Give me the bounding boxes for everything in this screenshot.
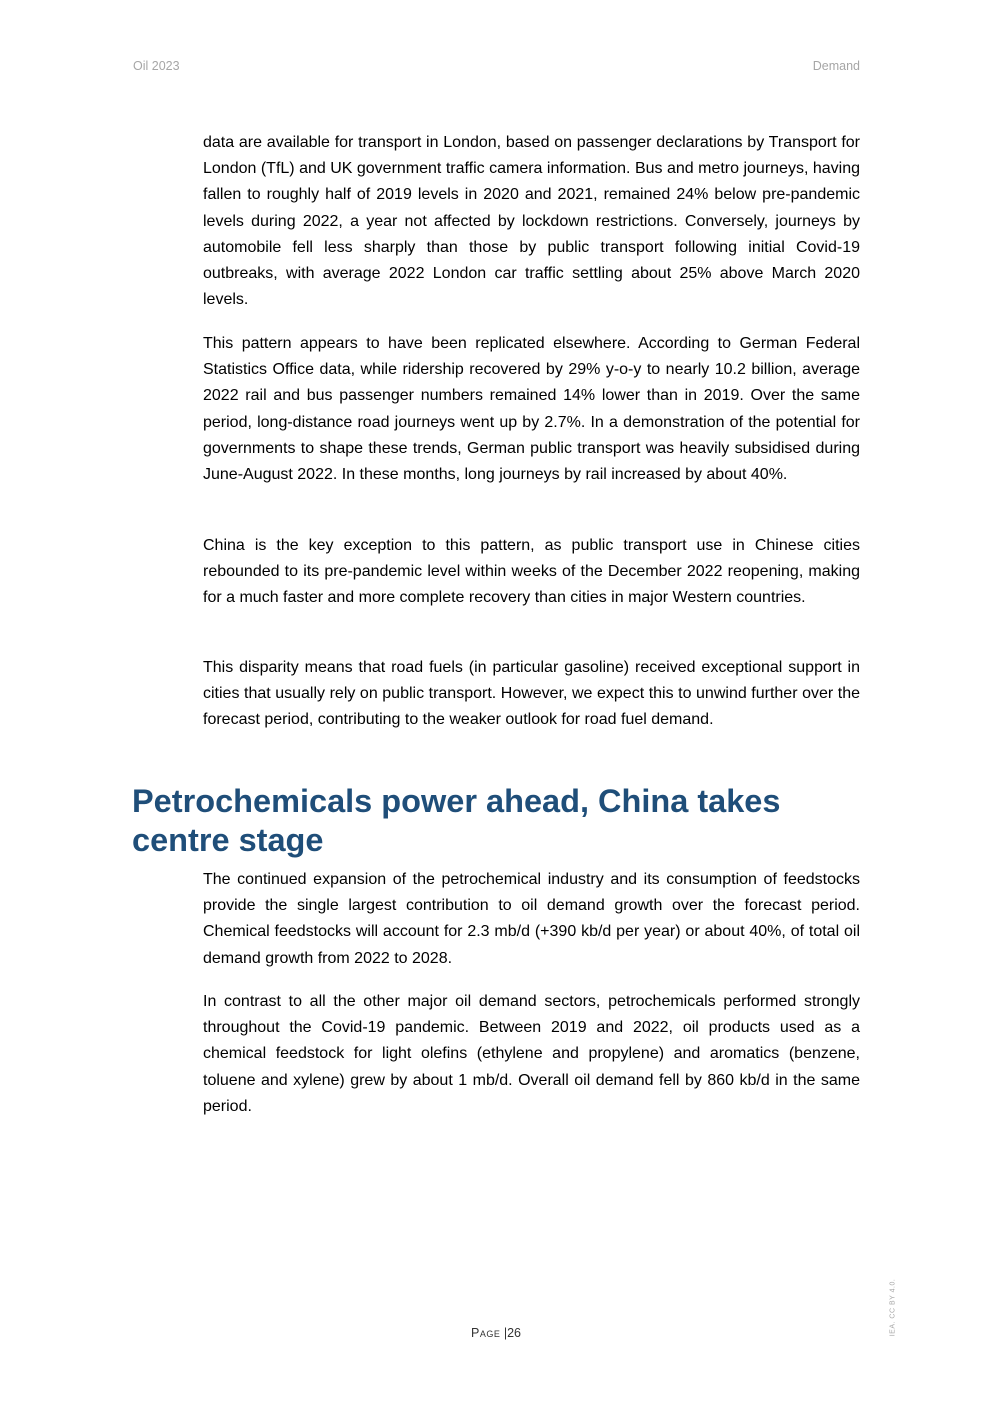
page-number: 26 bbox=[507, 1326, 521, 1340]
body-paragraph: This pattern appears to have been replicated elsewhere. According to German Federal Statistics Office data, while ridership recovered by 29% y-o-y to nearly 10.2 billion, average 2022 rail and bus passenger numbers remained 14% lower than in 2019. Over the same period, long-distance road journeys went up by 2.7%. In a demonstration of the potential for governments to shape these trends, German public transport was heavily subsidised during June-August 2022. In these months, long journeys by rail increased by about 40%. bbox=[203, 335, 860, 484]
paragraph-germany bbox=[203, 331, 860, 488]
running-header-title: Oil 2023 bbox=[133, 59, 180, 73]
body-paragraph: data are available for transport in London, based on passenger declarations by Transport for London (TfL) and UK government traffic camera information. Bus and metro journeys, having fallen to roughly half of 2019 levels in 2020 and 2021, remained 24% below pre-pandemic levels during 2022, a year not affected by lockdown restrictions. Conversely, journeys by automobile fell less sharply than those by public transport following initial Covid-19 outbreaks, with average 2022 London car traffic settling about 25% above March 2020 levels. bbox=[203, 134, 860, 309]
paragraph-petrochemicals-covid bbox=[203, 989, 860, 1120]
body-paragraph: The continued expansion of the petrochemical industry and its consumption of feedstocks provide the single largest contribution to oil demand growth over the forecast period. Chemical feedstocks will account for 2.3 mb/d (+390 kb/d per year) or about 40%, of total oil demand growth from 2022 to 2028. bbox=[203, 871, 860, 967]
running-header-chapter: Demand bbox=[812, 59, 860, 73]
body-paragraph: China is the key exception to this pattern, as public transport use in Chinese cities rebounded to its pre-pandemic level within weeks of the December 2022 reopening, making for a much faster and more complete recovery than cities in major Western countries. bbox=[203, 537, 860, 607]
page-label: Page bbox=[471, 1326, 501, 1340]
body-paragraph: This disparity means that road fuels (in particular gasoline) received exceptional support in cities that usually rely on public transport. However, we expect this to unwind further over the forecast period, contributing to the weaker outlook for road fuel demand. bbox=[203, 659, 860, 729]
section-heading: Petrochemicals power ahead, China takes centre stage bbox=[132, 783, 781, 858]
page-separator: | bbox=[503, 1326, 508, 1340]
paragraph-petrochemicals-expansion bbox=[203, 867, 860, 972]
paragraph-disparity bbox=[203, 655, 860, 734]
paragraph-china bbox=[203, 533, 860, 612]
paragraph-transport-london bbox=[203, 130, 860, 313]
page-footer bbox=[0, 1326, 992, 1340]
license-notice: IEA. CC BY 4.0. bbox=[889, 1278, 897, 1337]
body-paragraph: In contrast to all the other major oil demand sectors, petrochemicals performed strongly throughout the Covid-19 pandemic. Between 2019 and 2022, oil products used as a chemical feedstock for light olefins (ethylene and propylene) and aromatics (benzene, toluene and xylene) grew by about 1 mb/d. Overall oil demand fell by 860 kb/d in the same period. bbox=[203, 993, 860, 1115]
